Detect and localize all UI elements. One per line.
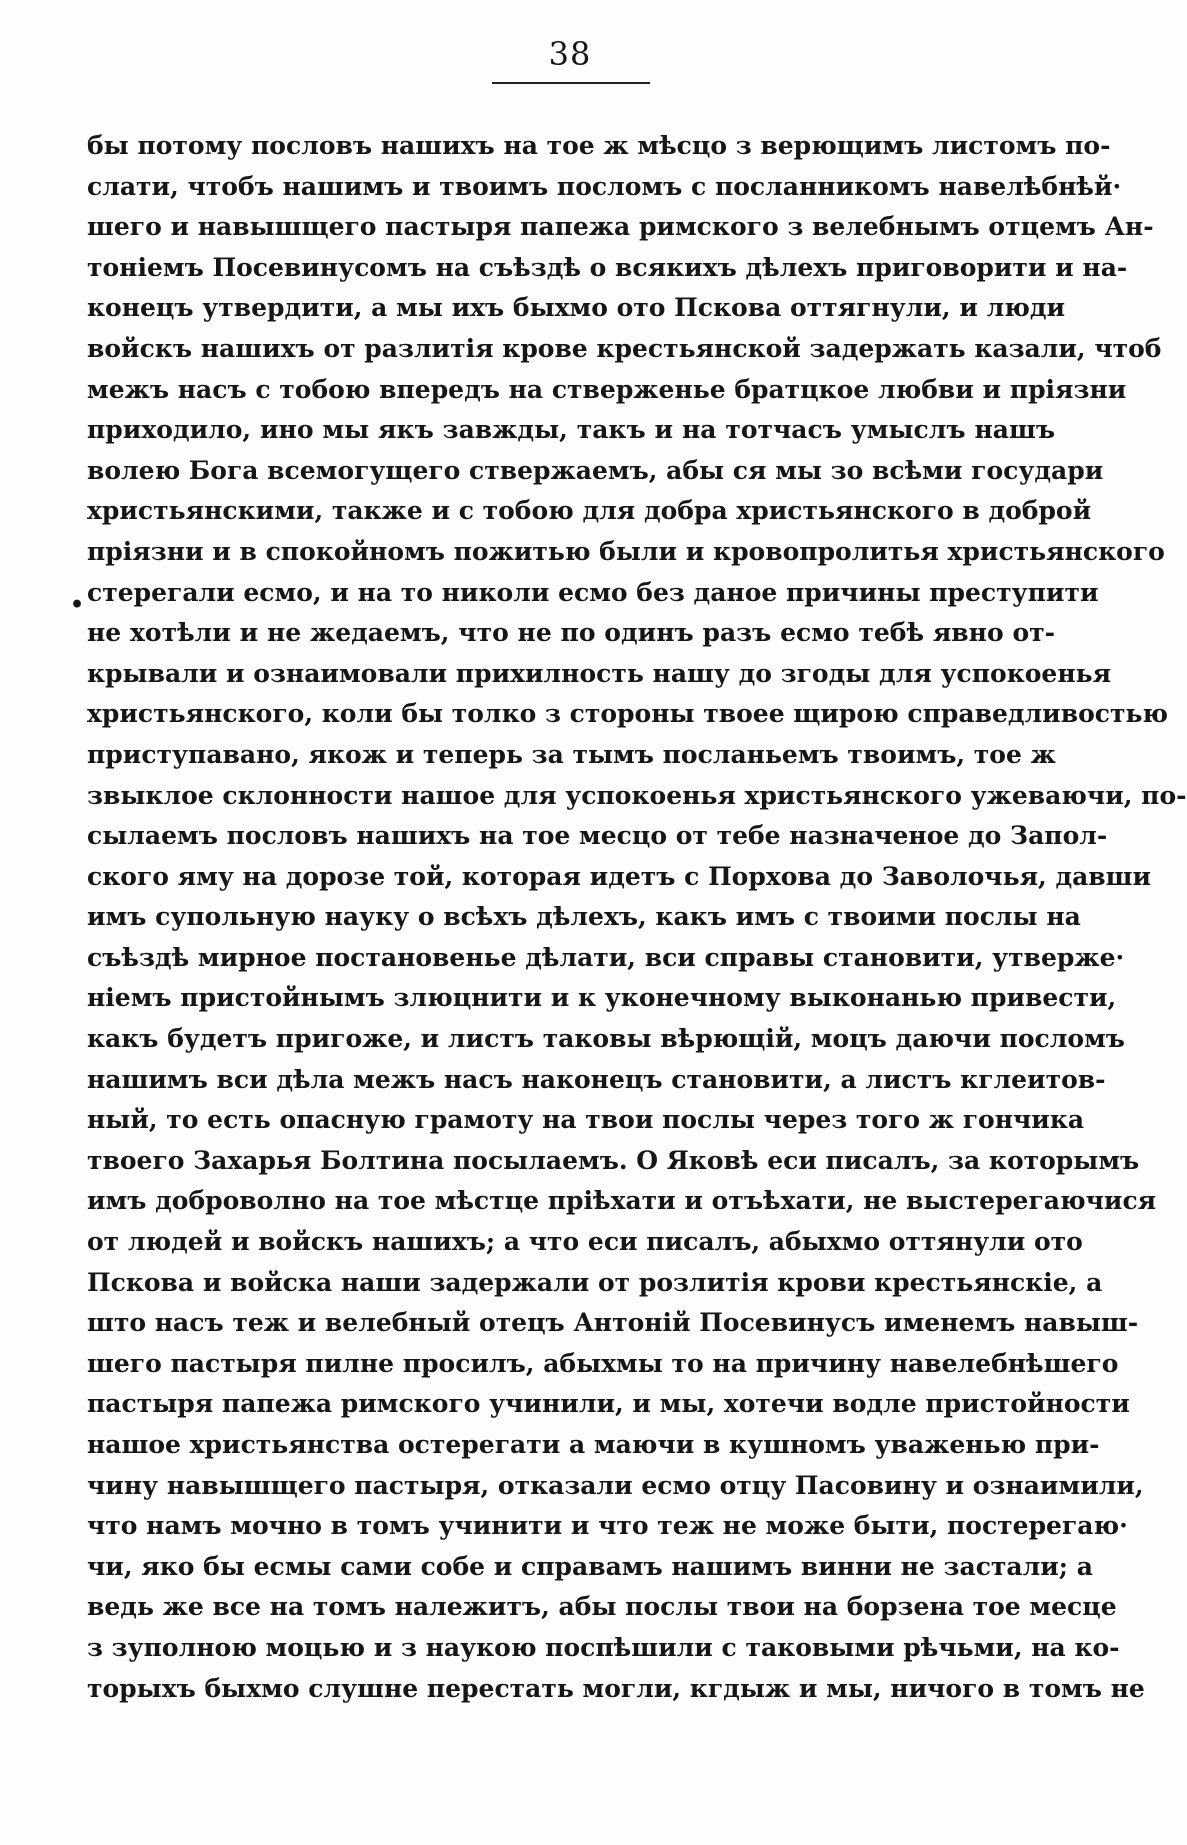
text-line: тонiемъ Посевинусомъ на съѣздѣ о всякихъ дѣлехъ приговорити и на- [87,252,1128,282]
text-line: приходило, ино мы якъ завжды, такъ и на тотчасъ умыслъ нашъ [87,415,1055,445]
text-line: шего пастыря пилне просилъ, абыхмы то на причину навелебнѣшего [87,1348,1119,1378]
text-line: стерегали есмо, и на то николи есмо без даное причины преступити [87,577,1099,607]
text-line: крывали и ознаимовали прихилность нашу до згоды для успокоенья [87,658,1112,688]
text-line: межъ насъ с тобою впередъ на стверженье братцкое любви и прiязни [87,374,1127,404]
text-line: сылаемъ пословъ нашихъ на тое месцо от тебе назначеное до Запол- [87,821,1108,851]
text-line: звыклое склонности нашое для успокоенья христьянского ужеваючи, по- [87,780,1187,810]
text-line: нашимъ вси дѣла межъ насъ наконецъ становити, а листъ кглеитов- [87,1064,1106,1094]
text-line: чи, яко бы есмы сами собе и справамъ нашимъ винни не застали; а [87,1551,1093,1581]
text-line: нашое христьянства остерегати а маючи в кушномъ уваженью при- [87,1430,1100,1459]
text-line: прiязни и в спокойномъ пожитью были и кровопролитья христьянского [87,536,1165,566]
text-line: ный, то есть опасную грамоту на твои послы через того ж гончика [87,1105,1085,1135]
text-line: съѣздѣ мирное постановенье дѣлати, вси справы становити, утверже· [87,942,1125,972]
text-line: Пскова и войска наши задержали от розлитiя крови крестьянскiе, а [87,1267,1103,1297]
text-line: от людей и войскъ нашихъ; а что еси писалъ, абыхмо оттянули ото [87,1227,1083,1257]
margin-mark: • [70,592,85,618]
text-line: конецъ утвердити, а мы ихъ быхмо ото Пскова оттягнули, и люди [87,293,1066,323]
text-line: з зуполною моцью и з наукою поспѣшили с таковыми рѣчьми, на ко- [87,1632,1120,1662]
text-line: слати, чтобъ нашимъ и твоимъ посломъ с посланникомъ навелѣбнѣй· [87,171,1122,201]
text-line: бы потому пословъ нашихъ на тое ж мѣсцо з верющимъ листомъ по- [87,131,1111,160]
text-line: имъ супольную науку о всѣхъ дѣлехъ, какъ имъ с твоими послы на [87,902,1081,932]
text-line: что намъ мочно в томъ учинити и что теж не може быти, постерегаю· [87,1511,1128,1541]
text-line: волею Бога всемогущего ствержаемъ, абы ся мы зо всѣми государи [87,455,1104,485]
text-line: што насъ теж и велебный отецъ Антонiй Посевинусъ именемъ навыш- [87,1308,1139,1338]
text-line: ведь же все на томъ належитъ, абы послы твои на борзена тое месце [87,1592,1117,1622]
text-line: христьянскими, также и с тобою для добра христьянского в доброй [87,496,1092,526]
text-line: какъ будетъ пригоже, и листъ таковы вѣрющiй, моцъ даючи посломъ [87,1024,1125,1054]
text-line: торыхъ быхмо слушне перестать могли, кгдыж и мы, ничого в томъ не [87,1673,1145,1703]
page-number-rule [492,82,650,84]
text-line: нiемъ пристойнымъ злюцнити и к уконечному выконанью привести, [87,983,1117,1013]
page-number: 38 [548,35,592,73]
text-line: твоего Захарья Болтина посылаемъ. О Яковѣ еси писалъ, за которымъ [87,1145,1140,1175]
text-line: не хотѣли и не жедаемъ, что не по одинъ разъ есмо тебѣ явно от- [87,618,1055,648]
text-line: христьянского, коли бы толко з стороны твоее щирою справедливостью [87,699,1169,729]
text-line: войскъ нашихъ от разлитiя крове крестьянской задержать казали, чтоб [87,333,1162,363]
text-line: пастыря папежа римского учинили, и мы, хотечи водле пристойности [87,1389,1130,1419]
text-line: чину навышщего пастыря, отказали есмо отцу Пасовину и ознаимили, [87,1470,1144,1500]
text-line: ского яму на дорозе той, которая идетъ с Порхова до Заволочья, давши [87,861,1152,891]
text-line: приступавано, якож и теперь за тымъ посланьемъ твоимъ, тое ж [87,739,1056,769]
text-line: имъ доброволно на тое мѣстце прiѣхати и отъѣхати, не выстерегаючися [87,1186,1157,1216]
text-line: шего и навышщего пастыря папежа римского з велебнымъ отцемъ Ан- [87,212,1154,242]
body-text [87,126,1187,1709]
